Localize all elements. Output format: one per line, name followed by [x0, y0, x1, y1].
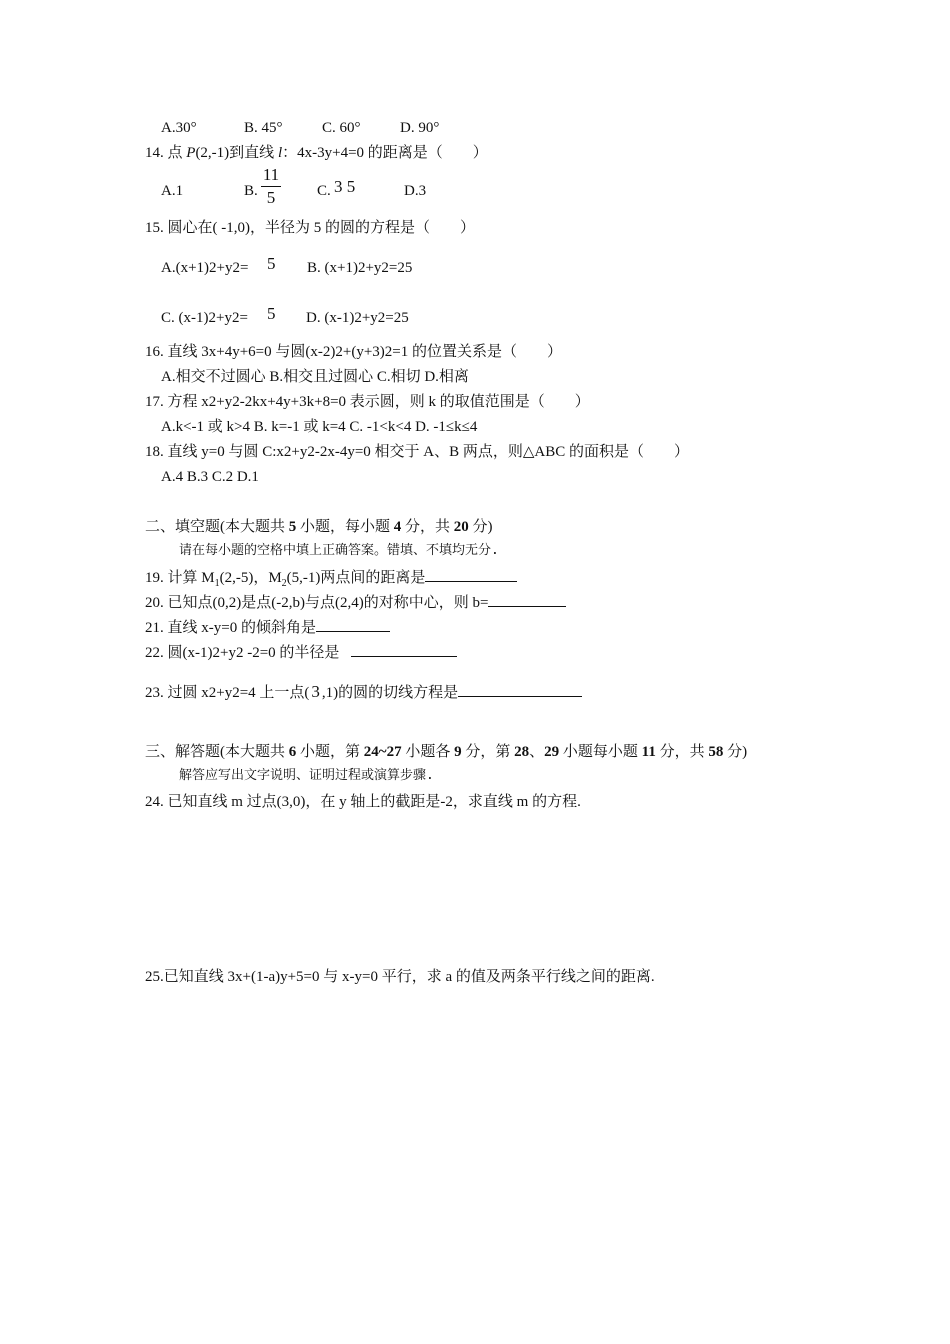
question-text: 21. 直线 x-y=0 的倾斜角是: [145, 620, 316, 636]
heading-number: 24~27: [363, 744, 402, 760]
question-number: 14.: [145, 145, 164, 161]
question-18: 18. 直线 y=0 与圆 C:x2+y2-2x-4y=0 相交于 A、B 两点，则△ABC 的面积是（ ）: [145, 444, 690, 460]
q15-option-d: D. (x-1)2+y2=25: [306, 310, 409, 326]
section-3-note: 解答应写出文字说明、证明过程或演算步骤.: [179, 768, 434, 783]
question-23: [145, 682, 582, 703]
question-17: 17. 方程 x2+y2-2kx+4y+3k+8=0 表示圆，则 k 的取值范围是（ ）: [145, 394, 590, 410]
q17-options: A.k<-1 或 k>4 B. k=-1 或 k=4 C. -1<k<4 D. -1≤k≤4: [161, 419, 478, 435]
question-15: 15. 圆心在( -1,0)，半径为 5 的圆的方程是（ ）: [145, 220, 475, 236]
q13-option-a: A.30°: [161, 120, 197, 136]
q14-option-b: B.: [244, 183, 258, 199]
heading-number: 11: [641, 744, 656, 760]
answer-blank[interactable]: [351, 642, 457, 657]
q13-option-d: D. 90°: [400, 120, 440, 136]
q18-options: A.4 B.3 C.2 D.1: [161, 469, 259, 485]
question-text: (2,-1)到直线: [195, 145, 278, 161]
section-2-heading: [145, 517, 493, 537]
heading-number: 20: [453, 519, 469, 535]
heading-number: 4: [393, 519, 402, 535]
q14-option-a: A.1: [161, 183, 184, 199]
heading-text: 三、解答题(本大题共: [145, 744, 289, 760]
question-text: (2,-5)，M: [219, 570, 282, 586]
question-16: 16. 直线 3x+4y+6=0 与圆(x-2)2+(y+3)2=1 的位置关系是（ ）: [145, 344, 562, 360]
point-value: 3: [311, 682, 320, 701]
question-text: 点: [167, 145, 187, 161]
q14-option-d: D.3: [404, 183, 427, 199]
question-21: [145, 617, 390, 638]
heading-text: 小题，第: [296, 744, 364, 760]
fraction-denominator: 5: [266, 188, 276, 207]
section-2-note: 请在每小题的空格中填上正确答案。错填、不填均无分.: [179, 543, 499, 558]
q14-option-c: C.: [317, 183, 331, 199]
q13-option-c: C. 60°: [322, 120, 361, 136]
heading-text: 分，第: [461, 744, 515, 760]
question-text: ,1)的圆的切线方程是: [321, 685, 459, 701]
question-text: ：4x-3y+4=0 的距离是（ ）: [282, 145, 488, 161]
heading-number: 58: [708, 744, 724, 760]
fraction-numerator: 11: [262, 165, 280, 184]
answer-blank[interactable]: [488, 592, 566, 607]
question-text: 23. 过圆 x2+y2=4 上一点(: [145, 685, 310, 701]
answer-blank[interactable]: [316, 617, 390, 632]
question-text: 20. 已知点(0,2)是点(-2,b)与点(2,4)的对称中心，则 b=: [145, 595, 489, 611]
question-22: [145, 642, 457, 663]
question-20: [145, 592, 566, 613]
q16-options: A.相交不过圆心 B.相交且过圆心 C.相切 D.相离: [161, 369, 469, 385]
heading-number: 28: [514, 744, 530, 760]
answer-blank[interactable]: [458, 682, 582, 697]
heading-text: 二、填空题(本大题共: [145, 519, 289, 535]
heading-number: 6: [288, 744, 297, 760]
heading-text: 小题每小题: [559, 744, 642, 760]
answer-blank[interactable]: [425, 567, 517, 582]
heading-text: 小题，每小题: [296, 519, 394, 535]
heading-text: 分): [723, 744, 748, 760]
question-text: 22. 圆(x-1)2+y2 -2=0 的半径是: [145, 645, 344, 661]
q15-option-c: C. (x-1)2+y2=: [161, 310, 248, 326]
line-label: l: [277, 145, 283, 161]
question-19: [145, 567, 517, 594]
question-text: 19. 计算 M: [145, 570, 215, 586]
question-24: 24. 已知直线 m 过点(3,0)，在 y 轴上的截距是-2，求直线 m 的方程.: [145, 794, 581, 810]
q14-fraction: [258, 164, 284, 209]
q14-option-c-value: 3 5: [334, 177, 356, 196]
subscript: 1: [214, 578, 220, 589]
q15-option-b: B. (x+1)2+y2=25: [307, 260, 413, 276]
q15-option-a: A.(x+1)2+y2=: [161, 260, 249, 276]
q15-option-c-value: 5: [267, 304, 276, 323]
question-25: 25.已知直线 3x+(1-a)y+5=0 与 x-y=0 平行，求 a 的值及两条平行线之间的距离.: [145, 969, 655, 985]
heading-text: 分): [468, 519, 493, 535]
section-3-heading: [145, 742, 747, 762]
question-14: [145, 143, 488, 163]
subscript: 2: [281, 578, 287, 589]
q13-option-b: B. 45°: [244, 120, 283, 136]
heading-text: 小题各: [401, 744, 455, 760]
heading-text: 、: [529, 744, 545, 760]
heading-number: 29: [544, 744, 560, 760]
heading-number: 5: [288, 519, 297, 535]
question-text: (5,-1)两点间的距离是: [286, 570, 426, 586]
heading-text: 分，共: [401, 519, 454, 535]
heading-text: 分，共: [655, 744, 709, 760]
point-label: P: [186, 145, 196, 161]
q15-option-a-value: 5: [267, 254, 276, 273]
heading-number: 9: [454, 744, 462, 760]
